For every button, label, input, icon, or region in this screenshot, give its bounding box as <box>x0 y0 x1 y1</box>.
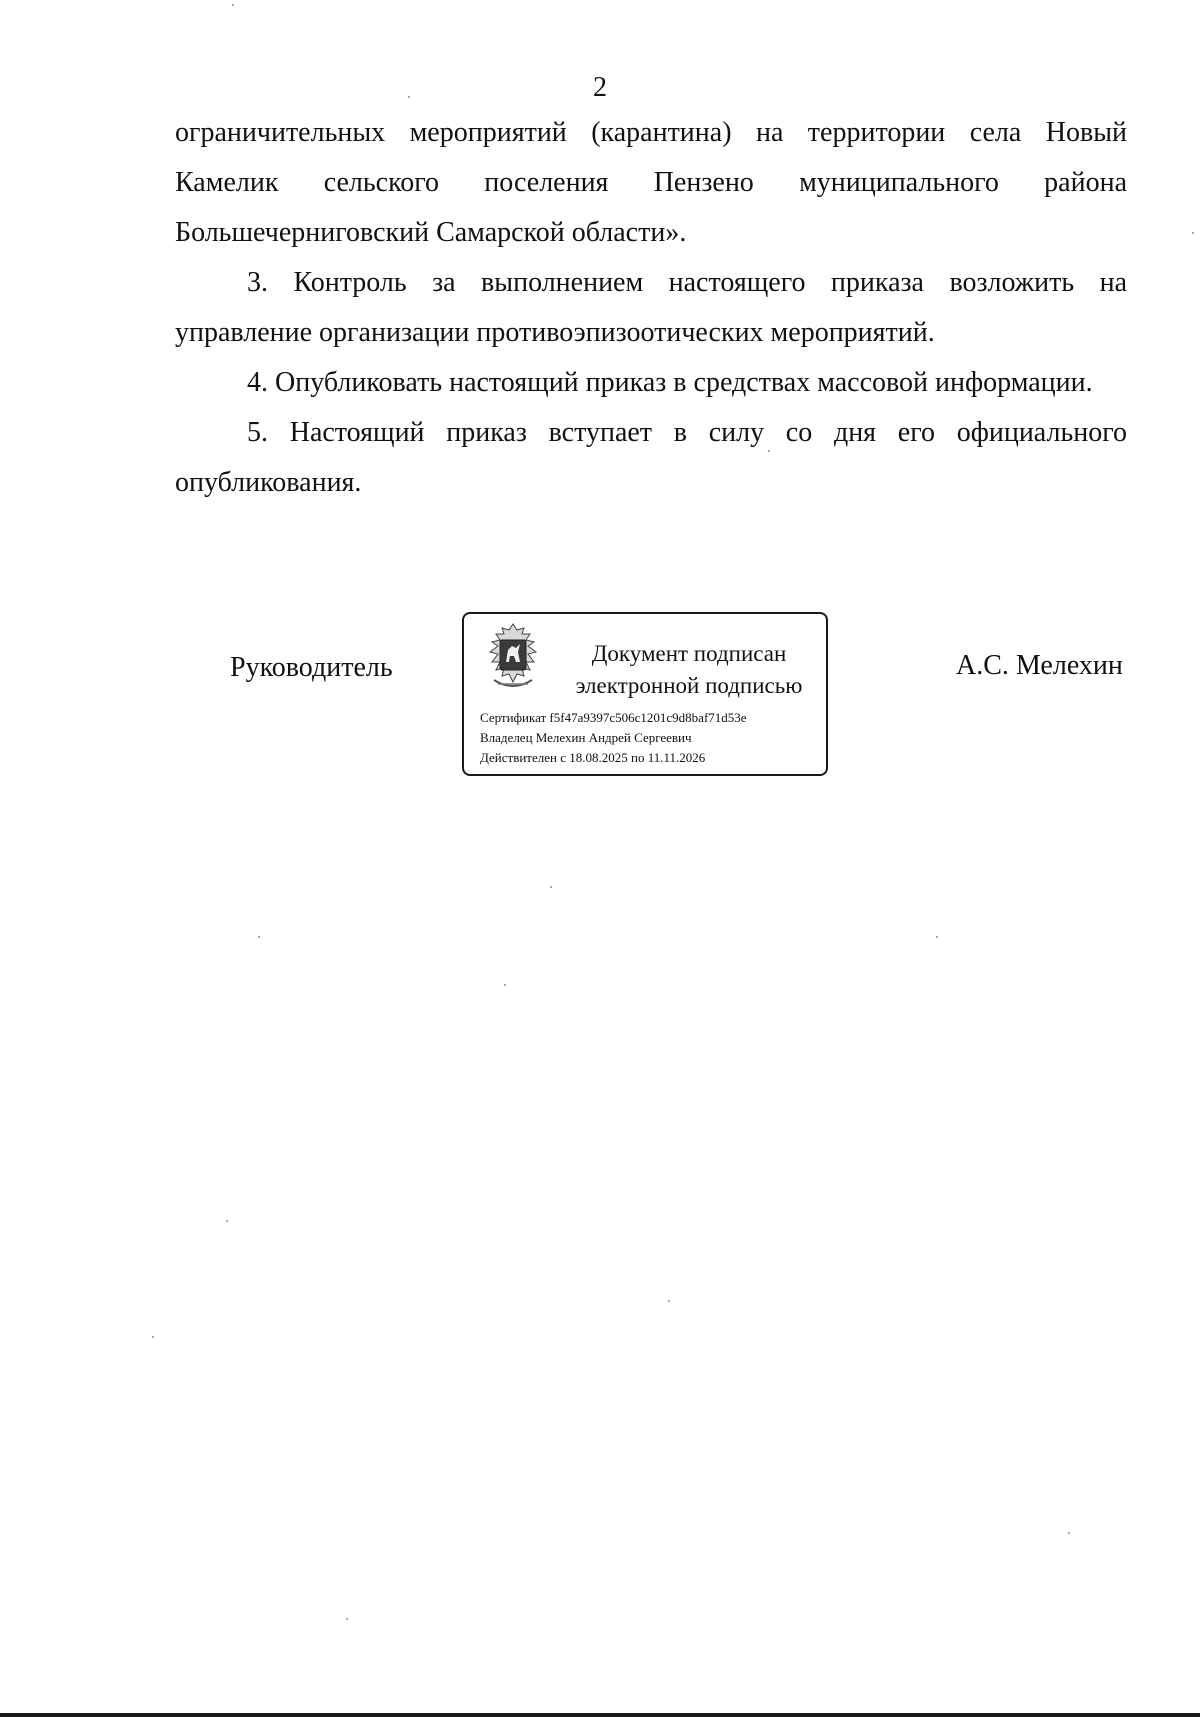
paragraph-item-3: 3. Контроль за выполнением настоящего приказа возложить на управление организации противоэпизоотических мероприятий. <box>175 267 1127 348</box>
scan-bottom-edge <box>0 1713 1200 1717</box>
scan-speck <box>550 886 552 888</box>
scan-speck <box>152 1336 154 1338</box>
stamp-title-line-2: электронной подписью <box>575 673 803 698</box>
page-number: 2 <box>593 72 607 103</box>
signature-block <box>0 612 1200 782</box>
stamp-title <box>564 638 814 702</box>
scan-speck <box>504 984 506 986</box>
scan-speck <box>768 450 770 452</box>
scan-speck <box>668 1300 670 1302</box>
paragraph-item-4: 4. Опубликовать настоящий приказ в средствах массовой информации. <box>247 367 1093 398</box>
scan-speck <box>936 936 938 938</box>
stamp-details <box>480 708 820 768</box>
scan-speck <box>226 1220 228 1222</box>
certificate-validity: Действителен с 18.08.2025 по 11.11.2026 <box>480 750 706 765</box>
signer-position: Руководитель <box>230 652 393 683</box>
paragraph-continuation: ограничительных мероприятий (карантина) на территории села Новый Камелик сельского поселения Пензено муниципального района Большечерниговский Самарской области». <box>175 117 1127 248</box>
certificate-number: Сертификат f5f47a9397c506c1201c9d8baf71d53e <box>480 710 747 725</box>
signer-name: А.С. Мелехин <box>956 650 1123 681</box>
coat-of-arms-icon <box>484 622 542 694</box>
scan-speck <box>1068 1532 1070 1534</box>
electronic-signature-stamp <box>462 612 828 776</box>
scan-speck <box>1192 232 1194 234</box>
scan-speck <box>408 96 410 98</box>
stamp-title-line-1: Документ подписан <box>591 641 787 666</box>
certificate-owner: Владелец Мелехин Андрей Сергеевич <box>480 730 692 745</box>
paragraph-item-5: 5. Настоящий приказ вступает в силу со дня его официального опубликования. <box>175 417 1127 498</box>
document-body <box>175 108 1127 508</box>
scan-speck <box>258 936 260 938</box>
scan-speck <box>232 4 234 6</box>
scan-speck <box>346 1618 348 1620</box>
